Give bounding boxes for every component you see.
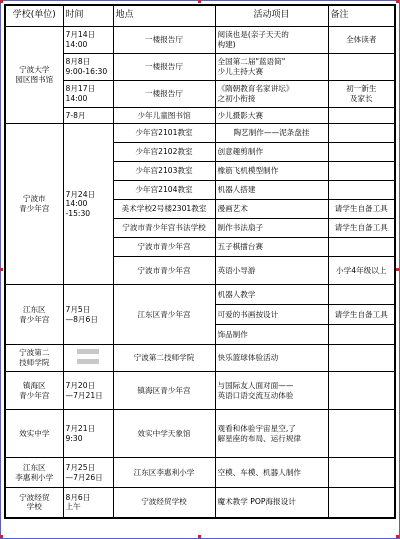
header-place: 地点: [113, 5, 215, 27]
school-cell: 效实中学: [5, 410, 63, 458]
note-cell: [328, 345, 395, 372]
redacted-mark: [77, 359, 99, 364]
header-time: 时间: [63, 5, 113, 27]
note-cell: 全体读者: [328, 27, 395, 54]
place-cell: 一楼报告厅: [113, 27, 215, 54]
activity-cell: 五子棋擂台赛: [215, 238, 328, 257]
table-row: [5, 124, 395, 143]
activity-cell: 漫画艺术: [215, 200, 328, 219]
school-cell: 宁波第二 技师学院: [5, 345, 63, 372]
place-cell: 一楼报告厅: [113, 54, 215, 81]
activity-cell: 观看和体验宇宙星空,了 解星座的布局、运行规律: [215, 410, 328, 458]
header-school: 学校(单位): [5, 5, 63, 27]
note-cell: [328, 372, 395, 410]
table-row: [5, 108, 395, 124]
place-cell: 一楼报告厅: [113, 81, 215, 108]
time-cell: 8月6日 上午: [63, 488, 113, 518]
place-cell: 宁波市青少年宫: [113, 257, 215, 285]
table-row: [5, 488, 395, 518]
activity-cell: 全国第二届"蓝语简" 少儿主持大赛: [215, 54, 328, 81]
activity-cell: 制作书法扇子: [215, 219, 328, 238]
resize-handle[interactable]: [198, 0, 201, 3]
place-cell: 宁波第二技师学院: [113, 345, 215, 372]
time-cell: 7月20日 —7月21日: [63, 372, 113, 410]
resize-handle[interactable]: [0, 535, 3, 538]
activity-cell: 英语小导游: [215, 257, 328, 285]
time-cell-redacted: [63, 345, 113, 372]
table-row: [5, 410, 395, 458]
table-row: [5, 372, 395, 410]
note-cell: [328, 410, 395, 458]
time-cell: 7月14日 14:00: [63, 27, 113, 54]
table-row: [5, 54, 395, 81]
place-cell: 宁波市青少年宫书法学校: [113, 219, 215, 238]
header-note: 备注: [328, 5, 395, 27]
resize-handle[interactable]: [396, 268, 399, 271]
activity-cell: 阅读也是(亲子天天的 构建): [215, 27, 328, 54]
time-cell: 8月17日 14:00: [63, 81, 113, 108]
resize-handle[interactable]: [396, 535, 399, 538]
place-cell: 宁波经贸学校: [113, 488, 215, 518]
place-cell: 少年儿童图书馆: [113, 108, 215, 124]
school-cell: 江东区 李惠利小学: [5, 458, 63, 488]
note-cell: [328, 108, 395, 124]
resize-handle[interactable]: [0, 0, 3, 3]
activity-cell: 魔术教学 POP海报设计: [215, 488, 328, 518]
redacted-mark: [77, 349, 99, 354]
place-cell: 少年宫2103教室: [113, 162, 215, 181]
note-cell: [328, 124, 395, 143]
time-cell: 7月5日 —8月6日: [63, 285, 113, 345]
table-row: [5, 27, 395, 54]
school-cell: 宁波经贸 学校: [5, 488, 63, 518]
place-cell: 江东区青少年宫: [113, 285, 215, 345]
note-cell: [328, 325, 395, 345]
activity-cell: 机器人搭建: [215, 181, 328, 200]
note-cell: [328, 54, 395, 81]
time-cell: 7月25日 —7月26日: [63, 458, 113, 488]
activity-cell: 橡筋飞机模型制作: [215, 162, 328, 181]
resize-handle[interactable]: [198, 535, 201, 538]
activity-cell: 可爱的书画按设计: [215, 305, 328, 325]
resize-handle[interactable]: [396, 0, 399, 3]
school-cell: 江东区 青少年宫: [5, 285, 63, 345]
time-cell: 7-8月: [63, 108, 113, 124]
school-cell: 镇海区 青少年宫: [5, 372, 63, 410]
activity-cell: 机器人教学: [215, 285, 328, 305]
note-cell: 初一新生 及家长: [328, 81, 395, 108]
activity-cell: 饰品制作: [215, 325, 328, 345]
place-cell: 少年宫2104教室: [113, 181, 215, 200]
place-cell: 少年宫2101教室: [113, 124, 215, 143]
place-cell: 江东区李惠利小学: [113, 458, 215, 488]
resize-handle[interactable]: [0, 268, 3, 271]
table-row: [5, 458, 395, 488]
place-cell: 美术学校2号楼2301教室: [113, 200, 215, 219]
activity-cell: 陶艺制作——泥条盘挂: [215, 124, 328, 143]
note-cell: 请学生自备工具: [328, 305, 395, 325]
note-cell: 小学4年级以上: [328, 257, 395, 285]
table-row: [5, 345, 395, 372]
header-activity: 活动项目: [215, 5, 328, 27]
note-cell: [328, 458, 395, 488]
activity-schedule-table: [4, 4, 396, 519]
school-cell: 宁波大学 园区图书馆: [5, 27, 63, 124]
activity-cell: 空模、车模、机器人制作: [215, 458, 328, 488]
note-cell: [328, 143, 395, 162]
activity-cell: 与国际友人面对面—— 英语口语交流互动体验: [215, 372, 328, 410]
header-row: [5, 5, 395, 27]
place-cell: 镇海区青少年宫: [113, 372, 215, 410]
activity-cell: 快乐篮球体验活动: [215, 345, 328, 372]
table-row: [5, 81, 395, 108]
note-cell: 请学生自备工具: [328, 219, 395, 238]
note-cell: [328, 181, 395, 200]
place-cell: 宁波市青少年宫: [113, 238, 215, 257]
school-cell: 宁波市 青少年宫: [5, 124, 63, 285]
activity-cell: 创意趣剪制作: [215, 143, 328, 162]
place-cell: 效实中学天象馆: [113, 410, 215, 458]
note-cell: [328, 488, 395, 518]
place-cell: 少年宫2102教室: [113, 143, 215, 162]
activity-cell: 少儿摄影大赛: [215, 108, 328, 124]
time-cell: 7月24日 14:00 -15:30: [63, 124, 113, 285]
note-cell: [328, 238, 395, 257]
activity-cell: 《隋朝教育名家讲坛》 之初小衔接: [215, 81, 328, 108]
time-cell: 8月8日 9:00-16:30: [63, 54, 113, 81]
table-row: [5, 285, 395, 305]
note-cell: [328, 162, 395, 181]
note-cell: 请学生自备工具: [328, 200, 395, 219]
note-cell: [328, 285, 395, 305]
time-cell: 7月21日 9:30: [63, 410, 113, 458]
